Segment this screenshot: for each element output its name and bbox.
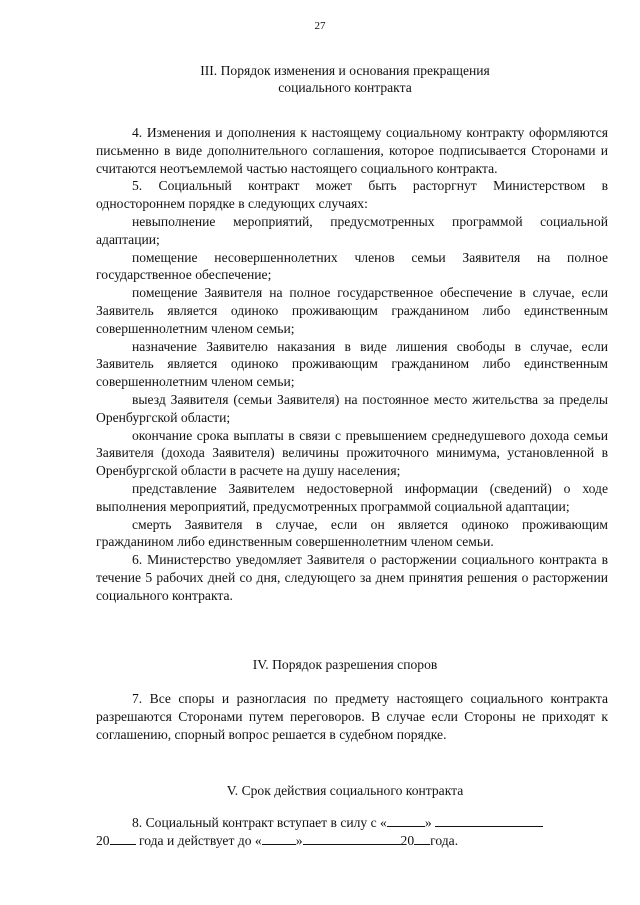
clause-5-case-5: выезд Заявителя (семьи Заявителя) на постоянное место жительства за пределы Оренбургской области; [96, 391, 608, 425]
section-4-title: IV. Порядок разрешения споров [252, 657, 438, 672]
clause-5-case-7: представление Заявителем недостоверной информации (сведений) о ходе выполнения мероприятий, предусмотренных программой социальной адаптации; [96, 480, 608, 514]
clause-8-end: года. [430, 832, 459, 848]
end-day-blank [262, 832, 296, 845]
end-month-blank [303, 832, 401, 845]
clause-8 [96, 814, 608, 832]
section-3-title-line-1: III. Порядок изменения и основания прекращения [200, 63, 490, 78]
clause-5-case-2: помещение несовершеннолетних членов семьи Заявителя на полное государственное обеспечение; [96, 249, 608, 283]
section-5-title: V. Срок действия социального контракта [226, 783, 464, 798]
section-3-body [96, 124, 608, 605]
page-number: 27 [314, 20, 326, 32]
clause-5-case-1: невыполнение мероприятий, предусмотренных программой социальной адаптации; [96, 213, 608, 247]
clause-5-case-4: назначение Заявителю наказания в виде лишения свободы в случае, если Заявитель является одиноко проживающим гражданином либо единственным совершеннолетним членом семьи; [96, 338, 608, 390]
start-year-prefix: 20 [96, 832, 110, 848]
end-quote-close: » [295, 832, 303, 848]
clause-4: 4. Изменения и дополнения к настоящему социальному контракту оформляются письменно в виде дополнительного соглашения, которое подписывается Сторонами и считаются неотъемлемой частью настоящего социального контракта. [96, 125, 608, 176]
section-3-title [90, 62, 600, 96]
section-3-title-line-2: социального контракта [278, 80, 412, 95]
end-year-blank [414, 832, 430, 845]
clause-5-case-8: смерть Заявителя в случае, если он является одиноко проживающим гражданином либо единственным совершеннолетним членом семьи. [96, 516, 608, 550]
start-month-blank [435, 814, 543, 827]
end-year-prefix: 20 [400, 832, 415, 848]
clause-5-case-6: окончание срока выплаты в связи с превышением среднедушевого дохода семьи Заявителя (дохода Заявителя) величины прожиточного минимума, установленной в Оренбургской области в расчете на душу населения; [96, 427, 608, 479]
clause-5-case-3: помещение Заявителя на полное государственное обеспечение в случае, если Заявитель является одиноко проживающим гражданином либо единственным совершеннолетним членом семьи; [96, 285, 608, 336]
start-year-blank [110, 832, 136, 845]
clause-8-mid: года и действует до « [139, 832, 262, 848]
start-quote-close: » [424, 815, 432, 830]
section-5-body [96, 814, 608, 850]
start-day-blank [387, 814, 425, 827]
clause-7: 7. Все споры и разногласия по предмету настоящего социального контракта разрешаются Сторонами путем переговоров. В случае если Стороны не приходят к соглашению, спорный вопрос решается в судебном порядке. [96, 691, 608, 742]
clause-5: 5. Социальный контракт может быть расторгнут Министерством в одностороннем порядке в следующих случаях: [96, 178, 608, 212]
clause-6: 6. Министерство уведомляет Заявителя о расторжении социального контракта в течение 5 рабочих дней со дня, следующего за днем принятия решения о расторжении социального контракта. [96, 552, 608, 603]
section-4-body [96, 690, 608, 743]
clause-8-line-2 [96, 832, 608, 850]
clause-8-start: 8. Социальный контракт вступает в силу с « [132, 815, 387, 830]
